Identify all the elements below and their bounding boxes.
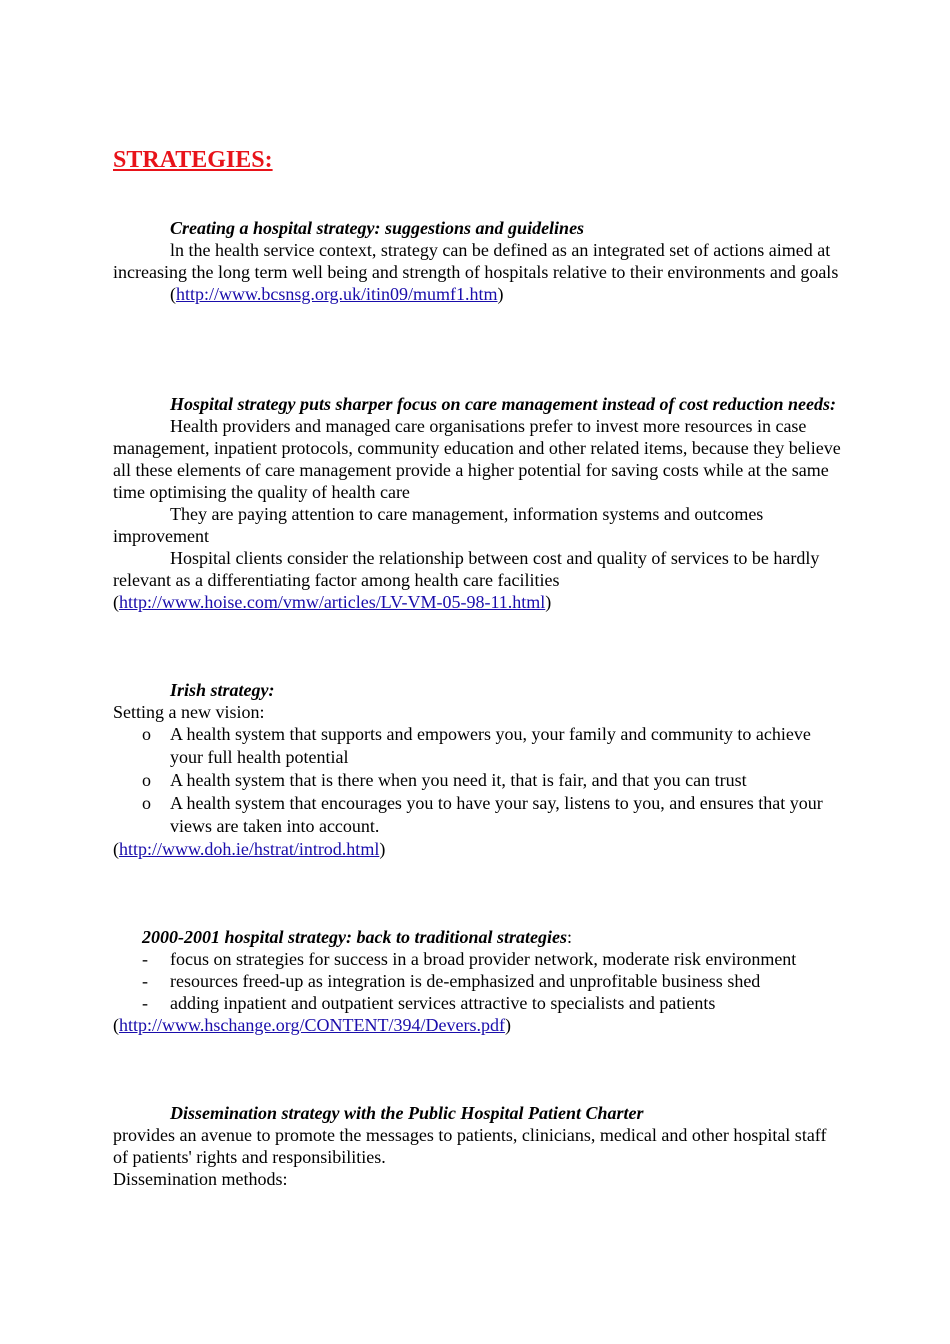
section-dissemination-strategy bbox=[113, 1102, 843, 1190]
source-link[interactable]: http://www.hoise.com/vmw/articles/LV-VM-05-98-11.html bbox=[119, 592, 546, 612]
section-traditional-strategies bbox=[113, 926, 843, 1036]
list-item: - resources freed-up as integration is de-emphasized and unprofitable business shed bbox=[142, 971, 761, 991]
section-title: Hospital strategy puts sharper focus on care management instead of cost reduction needs: bbox=[170, 394, 837, 414]
dash-bullet-icon: - bbox=[142, 993, 148, 1013]
source-link[interactable]: http://www.hschange.org/CONTENT/394/Devers.pdf bbox=[119, 1015, 505, 1035]
list-item: o A health system that encourages you to have your say, listens to you, and ensures that your views are taken into account. bbox=[142, 793, 823, 836]
list-item: o A health system that is there when you need it, that is fair, and that you can trust bbox=[142, 770, 747, 790]
section-body: ln the health service context, strategy can be defined as an integrated set of actions aimed at increasing the long term well being and strength of hospitals relative to their environments and goals bbox=[113, 240, 839, 282]
dash-bullet-icon: - bbox=[142, 949, 148, 969]
source-citation: (http://www.doh.ie/hstrat/introd.html) bbox=[113, 839, 386, 859]
list-item: - focus on strategies for success in a broad provider network, moderate risk environment bbox=[142, 949, 797, 969]
section-body: provides an avenue to promote the messages to patients, clinicians, medical and other hospital staff of patients' rights and responsibilities. bbox=[113, 1125, 827, 1167]
strategy-list bbox=[113, 948, 843, 1014]
section-title-line: 2000-2001 hospital strategy: back to traditional strategies: bbox=[142, 927, 573, 947]
section-intro: Setting a new vision: bbox=[113, 702, 265, 722]
section-title: Irish strategy: bbox=[170, 680, 275, 700]
list-item: o A health system that supports and empowers you, your family and community to achieve your full health potential bbox=[142, 724, 811, 767]
source-citation: (http://www.bcsnsg.org.uk/itin09/mumf1.htm) bbox=[170, 284, 504, 304]
section-paragraph: Hospital clients consider the relationship between cost and quality of services to be hardly relevant as a differentiating factor among health care facilities bbox=[113, 548, 820, 590]
circle-bullet-icon: o bbox=[142, 793, 151, 813]
source-link[interactable]: http://www.doh.ie/hstrat/introd.html bbox=[119, 839, 380, 859]
source-citation: (http://www.hschange.org/CONTENT/394/Devers.pdf) bbox=[113, 1015, 511, 1035]
source-link[interactable]: http://www.bcsnsg.org.uk/itin09/mumf1.htm bbox=[176, 284, 498, 304]
circle-bullet-icon: o bbox=[142, 770, 151, 790]
vision-list bbox=[113, 723, 843, 838]
dissemination-methods-label: Dissemination methods: bbox=[113, 1169, 288, 1189]
dash-bullet-icon: - bbox=[142, 971, 148, 991]
section-title: Dissemination strategy with the Public Hospital Patient Charter bbox=[170, 1103, 644, 1123]
list-item: - adding inpatient and outpatient services attractive to specialists and patients bbox=[142, 993, 716, 1013]
section-paragraph: They are paying attention to care management, information systems and outcomes improvement bbox=[113, 504, 764, 546]
section-care-management-focus bbox=[113, 393, 843, 613]
circle-bullet-icon: o bbox=[142, 724, 151, 744]
section-title: Creating a hospital strategy: suggestions and guidelines bbox=[170, 218, 585, 238]
section-irish-strategy bbox=[113, 679, 843, 860]
page-heading: STRATEGIES: bbox=[113, 147, 273, 173]
section-paragraph: Health providers and managed care organisations prefer to invest more resources in case management, inpatient protocols, community education and other related items, because they believe all these elements of care management provide a higher potential for saving costs while at the same time optimising the quality of health care bbox=[113, 416, 841, 502]
section-title: 2000-2001 hospital strategy: back to traditional strategies bbox=[142, 927, 568, 947]
source-citation: (http://www.hoise.com/vmw/articles/LV-VM-05-98-11.html) bbox=[113, 592, 552, 612]
section-hospital-strategy-guidelines bbox=[113, 217, 843, 305]
